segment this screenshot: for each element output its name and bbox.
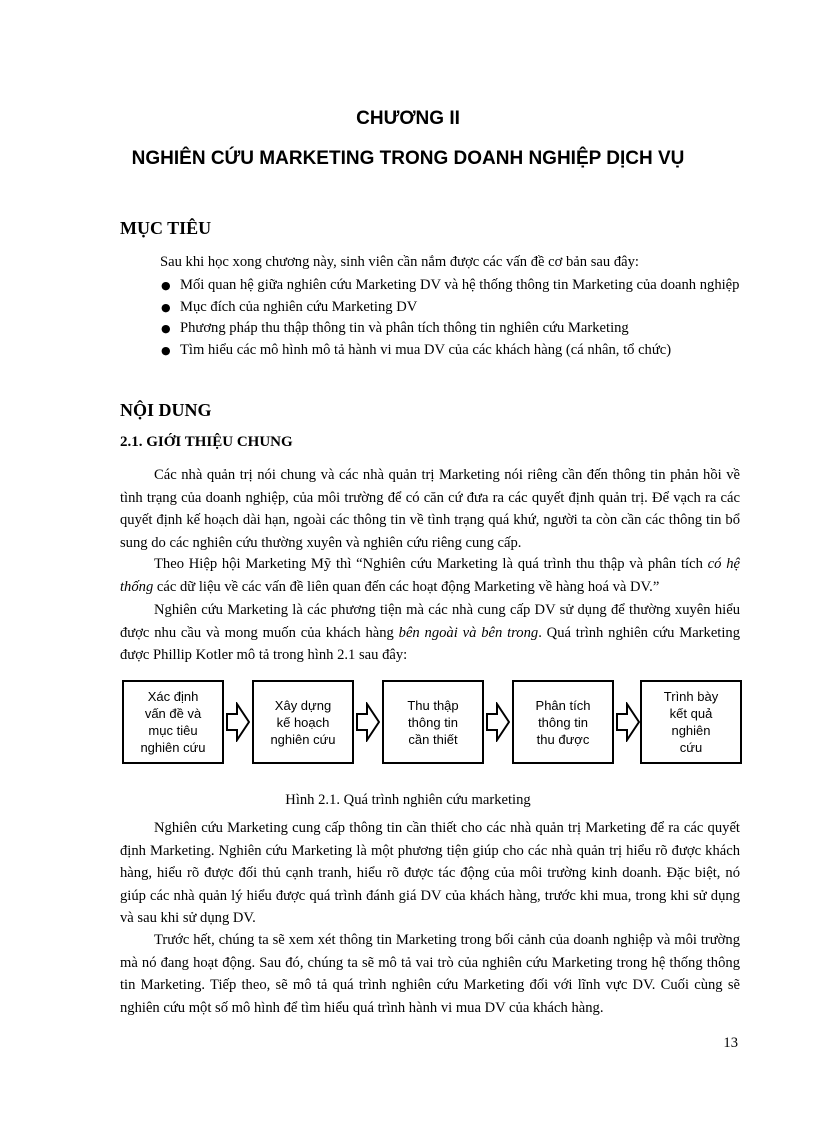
objectives-list <box>158 275 740 361</box>
process-diagram <box>122 680 742 768</box>
section-title: 2.1. GIỚI THIỆU CHUNG <box>120 434 293 450</box>
page-number: 13 <box>723 1035 738 1051</box>
content-heading: NỘI DUNG <box>120 400 212 420</box>
arrow-right-icon <box>486 702 510 742</box>
paragraph-5: Trước hết, chúng ta sẽ xem xét thông tin Marketing trong bối cảnh của doanh nghiệp và môi trường mà nó đang hoạt động. Sau đó, chúng ta sẽ mô tả vai trò của nghiên cứu Marketing trong hệ thống thông tin Marketing. Tiếp theo, sẽ mô tả quá trình nghiên cứu Marketing đối với lĩnh vực DV. Cuối cùng sẽ nghiên cứu một số mô hình để tìm hiểu quá trình hành vi mua DV của khách hàng. <box>120 932 740 1016</box>
bullet-icon: ● <box>161 322 171 335</box>
arrow-right-icon <box>226 702 250 742</box>
list-item: ● Mục đích của nghiên cứu Marketing DV <box>158 297 740 319</box>
bullet-icon: ● <box>161 343 171 357</box>
list-item: ● Mối quan hệ giữa nghiên cứu Marketing DV và hệ thống thông tin Marketing của doanh nghiệp <box>158 275 740 297</box>
paragraph-1: Các nhà quản trị nói chung và các nhà quản trị Marketing nói riêng cần đến thông tin phản hồi về tình trạng của doanh nghiệp, của môi trường để có căn cứ đưa ra các quyết định quản trị. Để vạch ra các quyết định kế hoạch dài hạn, ngoài các thông tin về tình trạng quá khứ, người ta còn cần các thông tin bổ sung do các nghiên cứu thường xuyên và nghiên cứu riêng cung cấp. <box>120 467 740 551</box>
bullet-icon: ● <box>161 300 171 314</box>
italic-text: bên ngoài và bên trong <box>398 624 539 641</box>
step-box-analyze: Phân tích thông tin thu được <box>512 680 614 764</box>
step-box-define-problem: Xác định vấn đề và mục tiêu nghiên cứu <box>122 680 224 764</box>
italic-text: có hệ thống <box>120 556 741 595</box>
paragraph-4: Nghiên cứu Marketing cung cấp thông tin cần thiết cho các nhà quản trị Marketing để ra các quyết định Marketing. Nghiên cứu Marketing là một phương tiện giúp cho các nhà quản trị hiểu rõ được khách hàng, hiểu rõ được đối thủ cạnh tranh, hiểu rõ được tác động của môi trường kinh doanh. Đặc biệt, nó giúp các nhà quản lý hiểu được quá trình đánh giá DV của khách hàng, trước khi mua, trong khi sử dụng và sau khi sử dụng DV. <box>120 820 740 926</box>
list-item: ● Phương pháp thu thập thông tin và phân tích thông tin nghiên cứu Marketing <box>158 318 740 340</box>
bullet-icon: ● <box>161 279 171 292</box>
step-box-plan: Xây dựng kế hoạch nghiên cứu <box>252 680 354 764</box>
chapter-title: NGHIÊN CỨU MARKETING TRONG DOANH NGHIỆP DỊCH VỤ <box>131 148 685 169</box>
objectives-intro: Sau khi học xong chương này, sinh viên cần nắm được các vấn đề cơ bản sau đây: <box>160 254 639 270</box>
arrow-right-icon <box>616 702 640 742</box>
step-box-present: Trình bày kết quả nghiên cứu <box>640 680 742 764</box>
paragraph-3: Nghiên cứu Marketing là các phương tiện mà các nhà cung cấp DV sử dụng để thường xuyên hiểu được nhu cầu và mong muốn của khách hàng bên ngoài và bên trong. Quá trình nghiên cứu Marketing được Phillip Kotler mô tả trong hình 2.1 sau đây: <box>120 602 741 663</box>
arrow-right-icon <box>356 702 380 742</box>
paragraph-2: Theo Hiệp hội Marketing Mỹ thì “Nghiên cứu Marketing là quá trình thu thập và phân tích có hệ thống các dữ liệu về các vấn đề liên quan đến các hoạt động Marketing về hàng hoá và DV.” <box>120 556 741 595</box>
chapter-number: CHƯƠNG II <box>356 108 460 129</box>
list-item: ● Tìm hiểu các mô hình mô tả hành vi mua DV của các khách hàng (cá nhân, tổ chức) <box>158 340 740 362</box>
step-box-collect: Thu thập thông tin cần thiết <box>382 680 484 764</box>
objectives-heading: MỤC TIÊU <box>120 218 212 238</box>
figure-caption: Hình 2.1. Quá trình nghiên cứu marketing <box>285 792 531 808</box>
